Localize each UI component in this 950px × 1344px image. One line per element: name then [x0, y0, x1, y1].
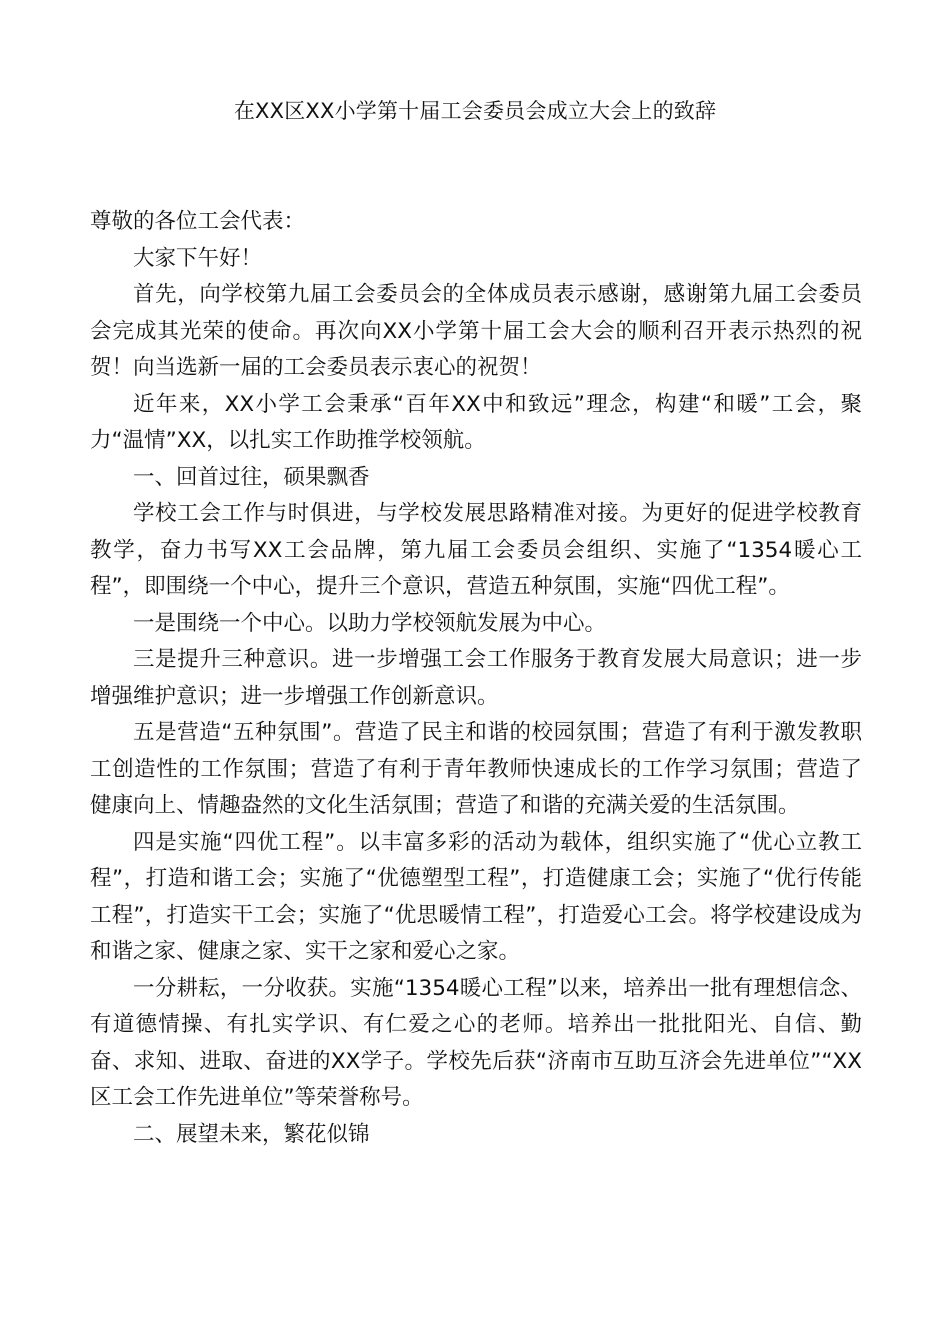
section-heading-1: 一、回首过往，硕果飘香	[133, 464, 370, 490]
paragraph-thanks: 首先，向学校第九届工会委员会的全体成员表示感谢，感谢第九届工会委员会完成其光荣的使命。再次向XX小学第十届工会大会的顺利召开表示热烈的祝贺！向当选新一届的工会委员表示衷心的祝贺！	[90, 282, 862, 380]
paragraph-point-four: 四是实施“四优工程”。以丰富多彩的活动为载体，组织实施了“优心立教工程”，打造和谐工会；实施了“优德塑型工程”，打造健康工会；实施了“优行传能工程”，打造实干工会；实施了“优思暖情工程”，打造爱心工会。将学校建设成为和谐之家、健康之家、实干之家和爱心之家。	[90, 829, 862, 964]
salutation: 尊敬的各位工会代表：	[90, 209, 306, 234]
paragraph-point-three: 三是提升三种意识。进一步增强工会工作服务于教育发展大局意识；进一步增强维护意识；进一步增强工作创新意识。	[90, 647, 862, 709]
paragraph-intro: 近年来，XX小学工会秉承“百年XX中和致远”理念，构建“和暖”工会，聚力“温情”XX，以扎实工作助推学校领航。	[90, 391, 862, 453]
document-title: 在XX区XX小学第十届工会委员会成立大会上的致辞	[233, 99, 717, 123]
paragraph-greeting: 大家下午好！	[133, 245, 263, 271]
paragraph-results: 一分耕耘，一分收获。实施“1354暖心工程”以来，培养出一批有理想信念、有道德情操、有扎实学识、有仁爱之心的老师。培养出一批批阳光、自信、勤奋、求知、进取、奋进的XX学子。学校先后获“济南市互助互济会先进单位”“XX区工会工作先进单位”等荣誉称号。	[90, 975, 862, 1110]
document-body	[90, 204, 862, 1153]
paragraph-point-one: 一是围绕一个中心。以助力学校领航发展为中心。	[133, 610, 607, 636]
paragraph-overview: 学校工会工作与时俱进，与学校发展思路精准对接。为更好的促进学校教育教学，奋力书写XX工会品牌，第九届工会委员会组织、实施了“1354暖心工程”，即围绕一个中心，提升三个意识，营造五种氛围，实施“四优工程”。	[90, 501, 862, 599]
paragraph-point-five: 五是营造“五种氛围”。营造了民主和谐的校园氛围；营造了有利于激发教职工创造性的工作氛围；营造了有利于青年教师快速成长的工作学习氛围；营造了健康向上、情趣盎然的文化生活氛围；营造了和谐的充满关爱的生活氛围。	[90, 720, 862, 818]
section-heading-2: 二、展望未来，繁花似锦	[133, 1121, 370, 1147]
